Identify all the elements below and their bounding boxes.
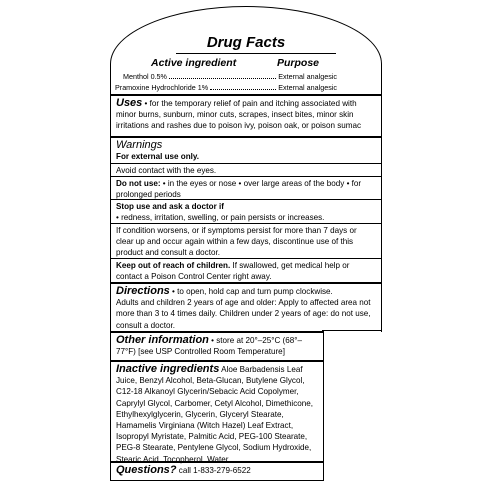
keep-out-text: If swallowed, get medical help or contact a Poison Control Center right away. [116,261,350,282]
other-info-section [110,331,324,357]
keep-out-label: Keep out of reach of children. [116,261,231,270]
directions-lead: • to open, hold cap and turn pump clockwise. [172,287,333,296]
active-ingredient: Menthol 0.5% [123,72,167,81]
do-not-use-label: Do not use: [116,179,161,188]
questions-section [110,461,324,476]
warnings-section [110,136,382,164]
active-purpose: External analgesic [278,83,337,92]
active-ingredient: Pramoxine Hydrochloride 1% [115,83,209,92]
stop-use-text: • redness, irritation, swelling, or pain persists or increases. [116,213,325,223]
uses-section [110,94,382,136]
do-not-use-text: • in the eyes or nose • over large areas of the body • for prolonged periods [116,179,362,200]
active-row [123,72,337,82]
active-row [115,83,337,93]
questions-text: call 1-833-279-6522 [178,466,251,475]
avoid-text: Avoid contact with the eyes. [116,166,217,175]
questions-heading: Questions? [116,464,177,476]
directions-heading: Directions [116,285,170,297]
uses-text: • for the temporary relief of pain and itching associated with minor burns, sunburn, minor cuts, scrapes, insect bites, minor skin irritations and rashes due to poison ivy, poison oak, or poison sumac [116,99,362,131]
condition-text: If condition worsens, or if symptoms persist for more than 7 days or clear up and occur again within a few days, discontinue use of this product and consult a doctor. [116,226,357,258]
title-rule [176,53,336,54]
warnings-condition [110,223,382,260]
uses-heading: Uses [116,97,143,109]
active-ingredient-heading: Active ingredient [151,57,237,69]
warnings-stop-use [110,199,382,224]
inactive-section [110,360,324,465]
directions-section [110,282,382,331]
warnings-do-not-use [110,176,382,201]
purpose-heading: Purpose [277,57,320,69]
page-title: Drug Facts [206,34,286,51]
inactive-heading: Inactive ingredients [116,363,220,375]
stop-use-label: Stop use and ask a doctor if [116,202,224,211]
inactive-text: Aloe Barbadensis Leaf Juice, Benzyl Alcohol, Beta-Glucan, Butylene Glycol, C12-18 Alkanoyl Glycerin/Sebacic Acid Copolymer, Caprylyl Glycol, Carbomer, Cetyl Alcohol, Dimethicone, Ethylhexylglycerin, Glycerin, Glyceryl Stearate, Hamamelis Virginiana (Witch Hazel) Leaf Extract, Isopropyl Myristate, Palmitic Acid, PEG-100 Stearate, PEG-8 Stearate, Pentylene Glycol, Sodium Hydroxide, Stearic Acid, Tocopherol, Water [116,365,314,464]
warnings-keep-out [110,258,382,283]
directions-text: Adults and children 2 years of age and older: Apply to affected area not more than 3 to 4 times daily. Children under 2 years of age: do not use, consult a doctor. [116,298,371,330]
active-purpose: External analgesic [278,72,337,81]
other-info-text: • store at 20°–25°C (68°–77°F) [see USP Controlled Room Temperature] [116,336,302,357]
other-info-heading: Other information [116,334,209,346]
warnings-external: For external use only. [116,152,200,161]
warnings-heading: Warnings [116,139,163,151]
